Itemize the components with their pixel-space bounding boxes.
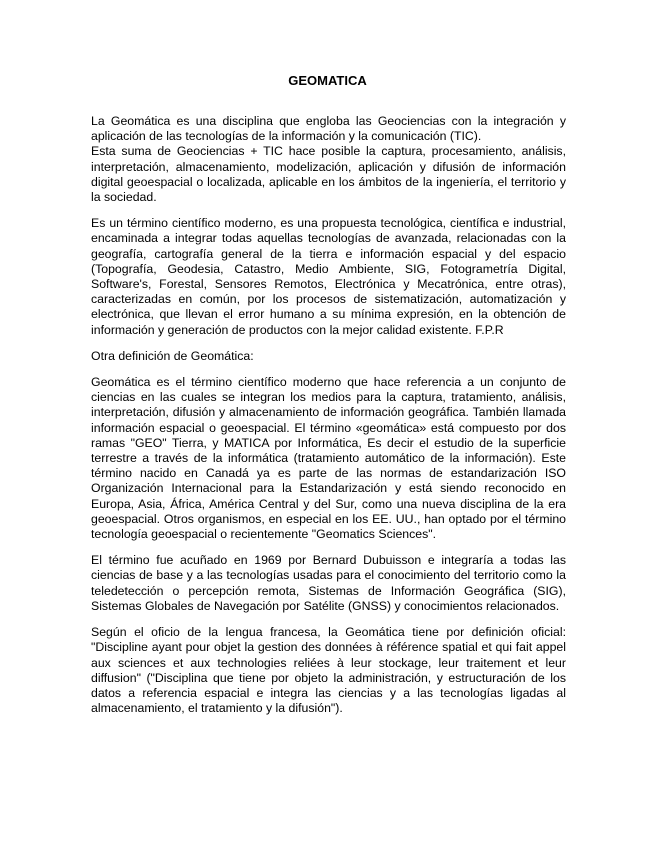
paragraph-4: El término fue acuñado en 1969 por Bernard Dubuisson e integraría a todas las ciencias de base y a las tecnologías usadas para el conocimiento del territorio como la teledetección o percepción remota, Sistemas de Información Geográfica (SIG), Sistemas Globales de Navegación por Satélite (GNSS) y conocimientos relacionados. — [91, 553, 566, 613]
intro-paragraph-2: Esta suma de Geociencias + TIC hace posible la captura, procesamiento, análisis, interpretación, almacenamiento, modelización, aplicación y difusión de información digital geoespacial o localizada, aplicable en los ámbitos de la ingeniería, el territorio y la sociedad. — [91, 144, 566, 205]
paragraph-2: Es un término científico moderno, es una propuesta tecnológica, científica e industrial, encaminada a integrar todas aquellas tecnologías de avanzada, relacionadas con la geografía, cartografía general de la tierra e información espacial y del espacio (Topografía, Geodesia, Catastro, Medio Ambiente, SIG, Fotogrametría Digital, Software's, Forestal, Sensores Remotos, Electrónica y Mecatrónica, entre otras), caracterizadas en común, por los procesos de sistematización, automatización y electrónica, que llevan el error humano a su mínima expresión, en la obtención de información y generación de productos con la mejor calidad existente. F.P.R — [91, 216, 566, 337]
document-body — [91, 114, 566, 727]
paragraph-3: Geomática es el término científico moderno que hace referencia a un conjunto de ciencias en las cuales se integran los medios para la captura, tratamiento, análisis, interpretación, difusión y almacenamiento de información geográfica. También llamada información espacial o geoespacial. El término «geomática» está compuesto por dos ramas "GEO" Tierra, y MATICA por Informática, Es decir el estudio de la superficie terrestre a través de la informática (tratamiento automático de la información). Este término nacido en Canadá ya es parte de las normas de estandarización ISO Organización Internacional para la Estandarización y está siendo reconocido en Europa, Asia, África, América Central y del Sur, como una nueva disciplina de la era geoespacial. Otros organismos, en especial en los EE. UU., han optado por el término tecnología geoespacial o recientemente "Geomatics Sciences". — [91, 375, 566, 542]
paragraph-5: Según el oficio de la lengua francesa, la Geomática tiene por definición oficial: "Discipline ayant pour objet la gestion des données à référence spatial et qui fait appel aux sciences et aux technologies reliées à leur stockage, leur traitement et leur diffusion" ("Disciplina que tiene por objeto la administración, y estructuración de los datos a referencia espacial e integra las ciencias y a las tecnologías ligadas al almacenamiento, el tratamiento y la difusión"). — [91, 625, 566, 716]
intro-paragraph-1: La Geomática es una disciplina que engloba las Geociencias con la integración y aplicación de las tecnologías de la información y la comunicación (TIC). — [91, 114, 566, 144]
intro-block — [91, 114, 566, 205]
subheading: Otra definición de Geomática: — [91, 348, 254, 363]
document-title: GEOMATICA — [288, 73, 367, 88]
